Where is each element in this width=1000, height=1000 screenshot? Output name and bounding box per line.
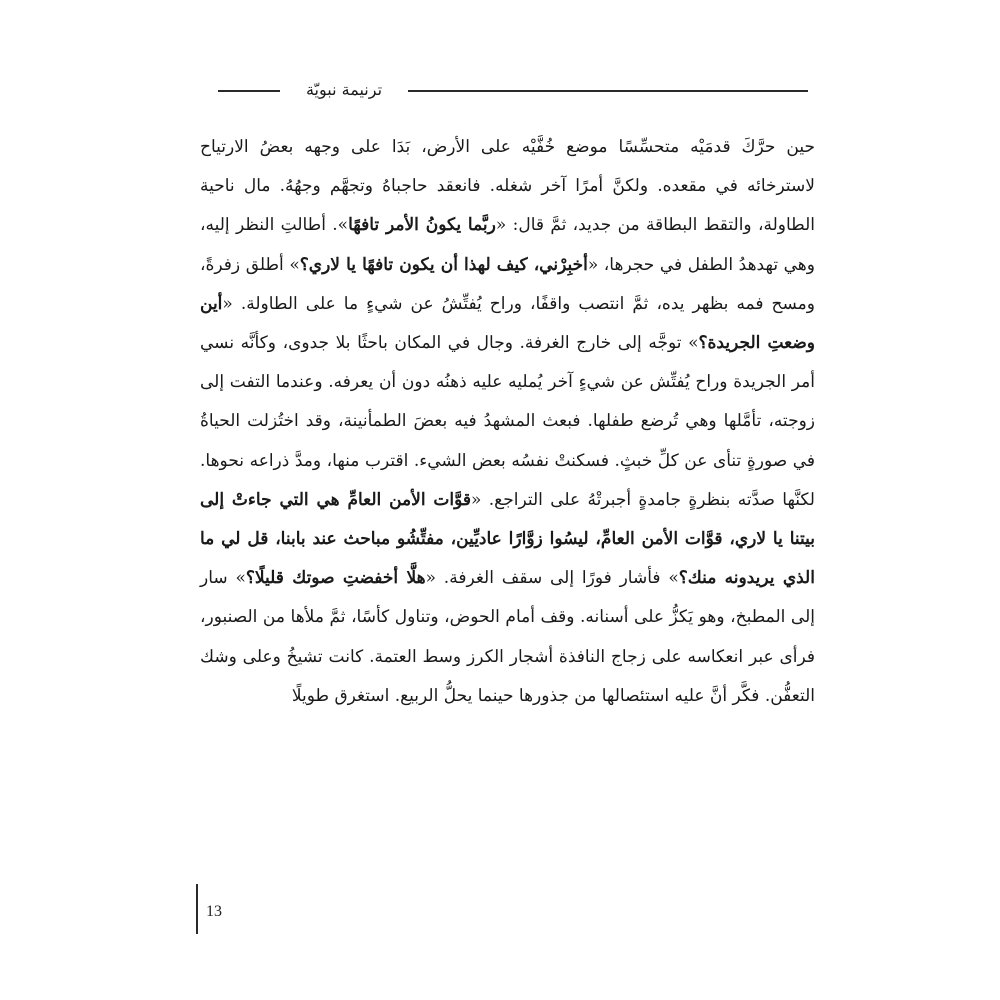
dialogue-bold: هلَّا أخفضتِ صوتك قليلًا؟ <box>245 568 426 589</box>
dialogue-bold: أخبِرْني، كيف لهذا أن يكون تافهًا يا لاري؟ <box>299 254 588 275</box>
text-segment: ». أطالتِ النظر إليه، وهي تهدهدُ الطفل في حجرها، « <box>200 215 815 275</box>
body-paragraph <box>200 128 815 716</box>
page-number: 13 <box>206 903 222 920</box>
text-segment: حين حرَّكَ قدمَيْه متحسِّسًا موضع خُفَّيْه على الأرض، بَدَا على وجهه بعضُ الارتياح لاسترخائه في مقعده. ولكنَّ أمرًا آخر شغله. فانعقد حاجباهُ وتجهَّم وجهُهُ. مال ناحية الطاولة، والتقط البطاقة من جديد، ثمَّ قال: « <box>200 137 815 236</box>
dialogue-bold: أين وضعتِ الجريدة؟ <box>200 293 815 354</box>
body-text <box>200 128 815 878</box>
text-segment: » سار إلى المطبخ، وهو يَكزُّ على أسنانه. وقف أمام الحوض، وتناول كأسًا، ثمَّ ملأها من الصنبور، فرأى عبر انعكاسه على زجاج النافذة أشجار الكرز وسط العتمة. كانت تشيخُ وعلى وشك التعفُّن. فكَّر أنَّ عليه استئصالها من جذورها حينما يحلُّ الربيع. استغرق طويلًا <box>200 568 815 706</box>
header-rule-right <box>408 90 808 92</box>
dialogue-bold: قوَّات الأمن العامِّ هي التي جاءتْ إلى بيتنا يا لاري، قوَّات الأمن العامِّ، ليسُوا زوَّارًا عاديِّين، مفتِّشُو مباحث عند بابنا، قل لي ما الذي يريدونه منك؟ <box>200 489 815 589</box>
running-header <box>218 78 808 104</box>
footer-rule <box>196 884 198 934</box>
header-rule-left <box>218 90 280 92</box>
text-segment: » أطلق زفرةً، ومسح فمه بظهر يده، ثمَّ انتصب واقفًا، وراح يُفتِّشُ عن شيءٍ ما على الطاولة. « <box>200 254 815 314</box>
text-segment: » توجَّه إلى خارج الغرفة. وجال في المكان باحثًا بلا جدوى، وكأنَّه نسي أمر الجريدة وراح يُفتِّش عن شيءٍ آخر يُمليه عليه ذهنُه دون أن يعرفه. وعندما التفت إلى زوجته، تأمَّلها وهي تُرضع طفلها. فبعث المشهدُ فيه بعضَ الطمأنينة، وقد اختُزلت الحياةُ في صورةٍ تنأى عن كلِّ خبثٍ. فسكنتْ نفسُه بعض الشيء. اقترب منها، ومدَّ ذراعه نحوها. لكنَّها صدَّته بنظرةٍ جامدةٍ أجبرتْهُ على التراجع. « <box>200 333 815 510</box>
running-title: ترنيمة نبويّة <box>305 80 383 99</box>
text-segment: » فأشار فورًا إلى سقف الغرفة. « <box>425 568 679 589</box>
dialogue-bold: ربَّما يكونُ الأمر تافهًا <box>348 215 496 236</box>
